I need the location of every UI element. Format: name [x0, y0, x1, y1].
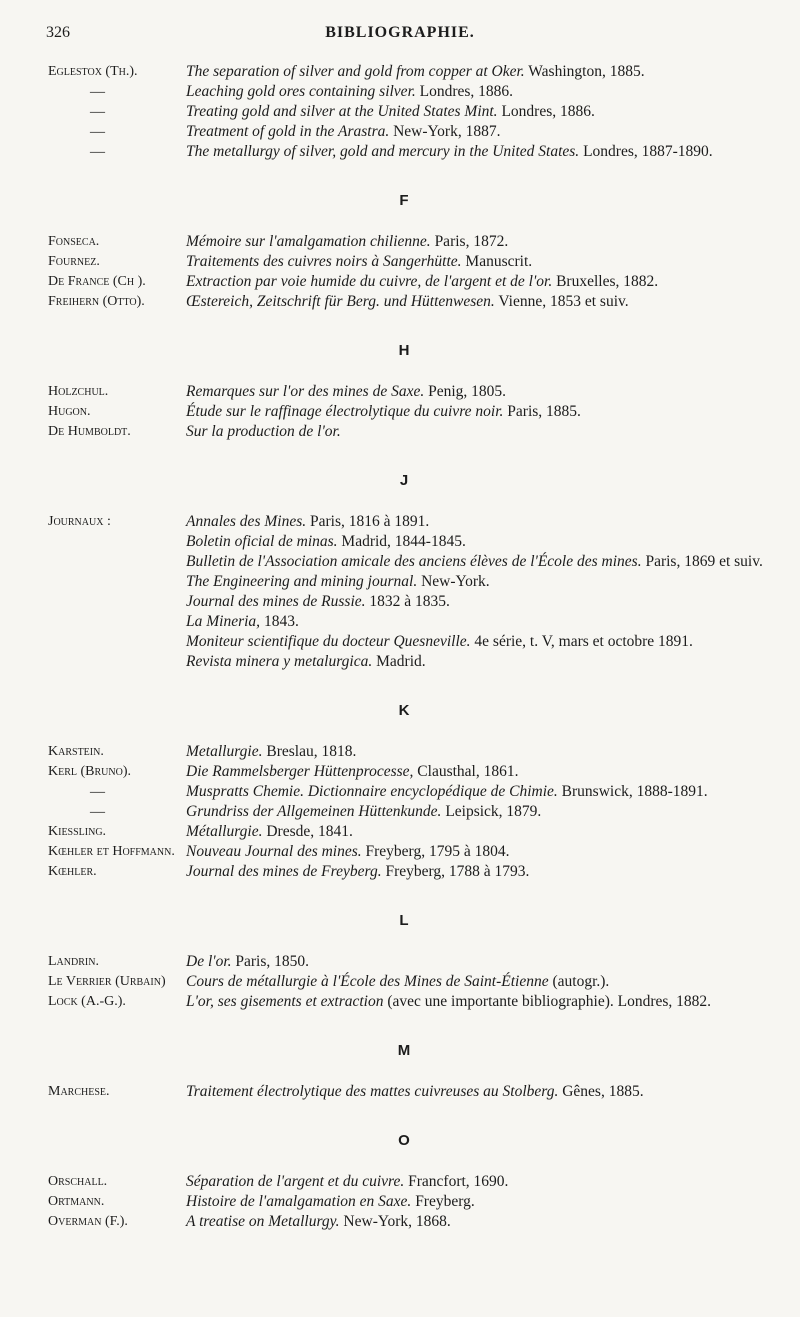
entry-author: Ortmann.	[48, 1194, 105, 1209]
entry-title: Métallurgie.	[186, 823, 263, 840]
section-j	[0, 472, 800, 672]
bibliography-entry	[0, 552, 800, 572]
section-l	[0, 912, 800, 1012]
entry-publication: Brunswick, 1888-1891.	[557, 783, 708, 800]
entry-publication: Paris, 1885.	[503, 403, 581, 420]
section-k	[0, 702, 800, 882]
entry-reference	[186, 842, 768, 862]
section-letter: M	[397, 1042, 411, 1059]
entry-publication: 4e série, t. V, mars et octobre 1891.	[470, 633, 693, 650]
section-h	[0, 342, 800, 442]
bibliography-entry	[0, 402, 800, 422]
entry-author: —	[90, 144, 105, 160]
entry-list	[0, 952, 800, 1012]
section-e	[0, 62, 800, 162]
entry-publication: New-York.	[417, 573, 490, 590]
bibliography-entry	[0, 422, 800, 442]
entry-reference	[186, 552, 768, 572]
entry-reference	[186, 592, 768, 612]
entry-publication: Freyberg, 1788 à 1793.	[381, 863, 530, 880]
entry-publication: Paris, 1872.	[430, 233, 509, 250]
entry-author: Landrin.	[48, 954, 99, 969]
entry-author: —	[90, 104, 105, 120]
entry-publication: 1832 à 1835.	[365, 593, 450, 610]
entry-author: Journaux :	[48, 514, 111, 529]
bibliography-entry	[0, 532, 800, 552]
entry-title: Cours de métallurgie à l'École des Mines de Saint-Étienne	[186, 973, 549, 990]
bibliography-entry	[0, 1082, 800, 1102]
entry-reference	[186, 402, 768, 422]
bibliography-entry	[0, 862, 800, 882]
entry-title: Die Rammelsberger Hüttenprocesse,	[186, 763, 414, 780]
section-letter: K	[398, 702, 410, 719]
entry-title: Moniteur scientifique du docteur Quesneville.	[186, 633, 471, 650]
entry-author: Fournez.	[48, 254, 100, 269]
entry-publication: Paris, 1869 et suiv.	[641, 553, 763, 570]
entry-title: Metallurgie.	[186, 743, 263, 760]
entry-reference	[186, 742, 768, 762]
entry-title: Traitement électrolytique des mattes cuivreuses au Stolberg.	[186, 1083, 559, 1100]
section-o	[0, 1132, 800, 1232]
entry-title: Boletin oficial de minas.	[186, 533, 338, 550]
entry-reference	[186, 422, 768, 442]
entry-title: Étude sur le raffinage électrolytique du cuivre noir.	[186, 403, 504, 420]
bibliography-entry	[0, 252, 800, 272]
bibliography-entry	[0, 742, 800, 762]
bibliography-entry	[0, 62, 800, 82]
entry-reference	[186, 972, 768, 992]
entry-reference	[186, 782, 768, 802]
entry-title: Treatment of gold in the Arastra.	[186, 123, 390, 140]
entry-title: Grundriss der Allgemeinen Hüttenkunde.	[186, 803, 442, 820]
entry-author: —	[90, 804, 105, 820]
entry-reference	[186, 1082, 768, 1102]
entry-title: Nouveau Journal des mines.	[186, 843, 362, 860]
entry-author: De Humboldt.	[48, 424, 131, 439]
bibliography-list	[0, 62, 800, 1232]
entry-publication: Dresde, 1841.	[262, 823, 353, 840]
entry-title: La Mineria,	[186, 613, 261, 630]
entry-author: Le Verrier (Urbain)	[48, 974, 166, 989]
bibliography-entry	[0, 122, 800, 142]
entry-title: L'or, ses gisements et extraction	[186, 993, 384, 1010]
entry-publication: (autogr.).	[548, 973, 610, 990]
bibliography-entry	[0, 382, 800, 402]
entry-reference	[186, 62, 768, 82]
entry-reference	[186, 862, 768, 882]
entry-title: Treating gold and silver at the United States Mint.	[186, 103, 498, 120]
entry-title: The metallurgy of silver, gold and mercury in the United States.	[186, 143, 580, 160]
entry-reference	[186, 762, 768, 782]
entry-author: Kœhler et Hoffmann.	[48, 844, 175, 859]
entry-author: Kœhler.	[48, 864, 97, 879]
bibliography-entry	[0, 142, 800, 162]
entry-list	[0, 62, 800, 162]
entry-list	[0, 1082, 800, 1102]
entry-title: Leaching gold ores containing silver.	[186, 83, 416, 100]
entry-reference	[186, 1212, 768, 1232]
entry-title: Bulletin de l'Association amicale des anciens élèves de l'École des mines.	[186, 553, 642, 570]
entry-title: The Engineering and mining journal.	[186, 573, 418, 590]
bibliography-entry	[0, 612, 800, 632]
entry-publication: Manuscrit.	[461, 253, 533, 270]
entry-author: —	[90, 124, 105, 140]
section-letter: F	[399, 192, 409, 209]
bibliography-entry	[0, 822, 800, 842]
section-letter: J	[399, 472, 409, 489]
section-f	[0, 192, 800, 312]
entry-publication: Freyberg.	[411, 1193, 475, 1210]
entry-reference	[186, 512, 768, 532]
bibliography-entry	[0, 992, 800, 1012]
entry-reference	[186, 1172, 768, 1192]
entry-list	[0, 512, 800, 672]
entry-reference	[186, 532, 768, 552]
bibliography-entry	[0, 652, 800, 672]
entry-publication: Paris, 1850.	[231, 953, 310, 970]
entry-title: Traitements des cuivres noirs à Sangerhütte.	[186, 253, 462, 270]
entry-title: Journal des mines de Russie.	[186, 593, 366, 610]
entry-reference	[186, 992, 768, 1012]
entry-publication: Washington, 1885.	[524, 63, 645, 80]
entry-publication: (avec une importante bibliographie). Londres, 1882.	[383, 993, 712, 1010]
entry-reference	[186, 382, 768, 402]
entry-author: Lock (A.-G.).	[48, 994, 126, 1009]
bibliography-entry	[0, 1212, 800, 1232]
entry-title: Œstereich, Zeitschrift für Berg. und Hüttenwesen.	[186, 293, 495, 310]
entry-title: Journal des mines de Freyberg.	[186, 863, 382, 880]
entry-publication: Madrid, 1844-1845.	[337, 533, 466, 550]
section-letter: O	[398, 1132, 410, 1149]
entry-author: —	[90, 84, 105, 100]
entry-title: Histoire de l'amalgamation en Saxe.	[186, 1193, 412, 1210]
entry-reference	[186, 822, 768, 842]
entry-author: De France (Ch ).	[48, 274, 146, 289]
bibliography-entry	[0, 102, 800, 122]
bibliography-entry	[0, 782, 800, 802]
bibliography-entry	[0, 592, 800, 612]
page-header	[0, 24, 800, 48]
entry-publication: Clausthal, 1861.	[413, 763, 519, 780]
entry-publication: Londres, 1887-1890.	[579, 143, 713, 160]
entry-author: Freihern (Otto).	[48, 294, 145, 309]
entry-author: Karstein.	[48, 744, 104, 759]
entry-reference	[186, 292, 768, 312]
entry-publication: Madrid.	[372, 653, 426, 670]
section-m	[0, 1042, 800, 1102]
bibliography-entry	[0, 512, 800, 532]
bibliography-entry	[0, 842, 800, 862]
entry-reference	[186, 232, 768, 252]
entry-title: Séparation de l'argent et du cuivre.	[186, 1173, 405, 1190]
entry-list	[0, 382, 800, 442]
entry-reference	[186, 122, 768, 142]
bibliography-entry	[0, 972, 800, 992]
section-letter: H	[398, 342, 410, 359]
entry-author: Eglestox (Th.).	[48, 64, 138, 79]
entry-title: Sur la production de l'or.	[186, 423, 341, 440]
entry-publication: Bruxelles, 1882.	[552, 273, 659, 290]
entry-reference	[186, 252, 768, 272]
entry-author: Orschall.	[48, 1174, 108, 1189]
entry-publication: Londres, 1886.	[415, 83, 514, 100]
entry-publication: Paris, 1816 à 1891.	[306, 513, 430, 530]
bibliography-entry	[0, 762, 800, 782]
entry-reference	[186, 652, 768, 672]
entry-publication: Vienne, 1853 et suiv.	[494, 293, 629, 310]
bibliography-entry	[0, 802, 800, 822]
bibliography-entry	[0, 572, 800, 592]
entry-title: Muspratts Chemie. Dictionnaire encyclopédique de Chimie.	[186, 783, 558, 800]
entry-title: The separation of silver and gold from copper at Oker.	[186, 63, 525, 80]
entry-reference	[186, 272, 768, 292]
section-letter: L	[399, 912, 409, 929]
bibliography-entry	[0, 1192, 800, 1212]
entry-reference	[186, 82, 768, 102]
bibliography-entry	[0, 952, 800, 972]
entry-reference	[186, 952, 768, 972]
entry-publication: Breslau, 1818.	[262, 743, 357, 760]
entry-reference	[186, 802, 768, 822]
entry-publication: 1843.	[260, 613, 299, 630]
entry-title: Revista minera y metalurgica.	[186, 653, 373, 670]
entry-author: Overman (F.).	[48, 1214, 128, 1229]
entry-reference	[186, 102, 768, 122]
entry-reference	[186, 632, 768, 652]
page-number: 326	[46, 24, 70, 41]
bibliography-entry	[0, 632, 800, 652]
entry-publication: Freyberg, 1795 à 1804.	[361, 843, 510, 860]
entry-title: Annales des Mines.	[186, 513, 307, 530]
entry-author: Hugon.	[48, 404, 91, 419]
entry-publication: New-York, 1868.	[339, 1213, 451, 1230]
entry-title: Remarques sur l'or des mines de Saxe.	[186, 383, 425, 400]
bibliography-entry	[0, 272, 800, 292]
entry-publication: Gênes, 1885.	[558, 1083, 644, 1100]
entry-title: A treatise on Metallurgy.	[186, 1213, 340, 1230]
bibliography-entry	[0, 232, 800, 252]
entry-reference	[186, 612, 768, 632]
bibliography-entry	[0, 292, 800, 312]
entry-publication: Leipsick, 1879.	[441, 803, 542, 820]
entry-author: Kiessling.	[48, 824, 107, 839]
entry-author: Holzchul.	[48, 384, 109, 399]
entry-reference	[186, 572, 768, 592]
entry-list	[0, 232, 800, 312]
entry-publication: Francfort, 1690.	[404, 1173, 509, 1190]
bibliography-entry	[0, 82, 800, 102]
entry-author: Fonseca.	[48, 234, 100, 249]
entry-list	[0, 742, 800, 882]
running-title: BIBLIOGRAPHIE.	[325, 24, 475, 41]
entry-publication: Londres, 1886.	[497, 103, 595, 120]
entry-publication: New-York, 1887.	[389, 123, 501, 140]
entry-author: Marchese.	[48, 1084, 110, 1099]
bibliography-entry	[0, 1172, 800, 1192]
entry-list	[0, 1172, 800, 1232]
entry-publication: Penig, 1805.	[424, 383, 507, 400]
entry-title: De l'or.	[186, 953, 232, 970]
entry-author: —	[90, 784, 105, 800]
entry-author: Kerl (Bruno).	[48, 764, 131, 779]
entry-reference	[186, 142, 768, 162]
entry-title: Extraction par voie humide du cuivre, de l'argent et de l'or.	[186, 273, 553, 290]
entry-title: Mémoire sur l'amalgamation chilienne.	[186, 233, 431, 250]
entry-reference	[186, 1192, 768, 1212]
